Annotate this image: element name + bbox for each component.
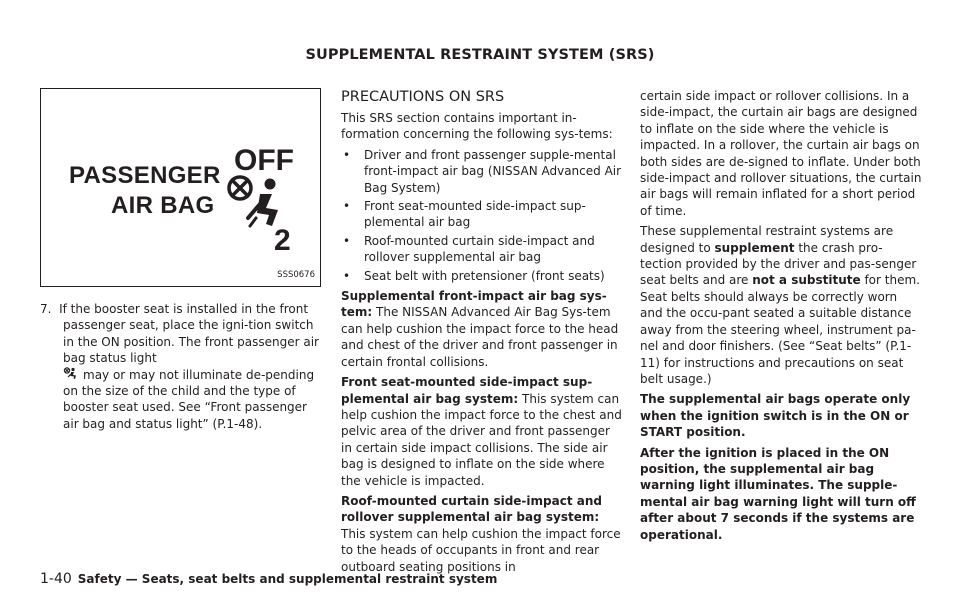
list-item bbox=[341, 233, 623, 266]
bullet-text: Seat belt with pretensioner (front seats) bbox=[364, 268, 605, 283]
supplement-text-a: These supplemental restraint systems are designed to bbox=[640, 224, 894, 255]
bullet-text: Roof-mounted curtain side-impact and rollover supplemental air bag bbox=[364, 233, 595, 265]
side-impact-heading: Front seat-mounted side-impact sup-plemental air bag system: bbox=[341, 375, 593, 406]
page-footer bbox=[40, 571, 497, 587]
bullet-dot: • bbox=[343, 147, 351, 162]
passenger-airbag-status-icon bbox=[63, 367, 79, 381]
figure-off-label: OFF bbox=[234, 144, 294, 177]
not-substitute-emphasis: not a substitute bbox=[752, 273, 861, 288]
front-impact-text: The NISSAN Advanced Air Bag Sys-tem can help cushion the impact force to the head and chest of the driver and front passenger in certain frontal collisions. bbox=[341, 305, 619, 369]
curtain-continued-paragraph: certain side impact or rollover collisions. In a side-impact, the curtain air bags are designed to inflate on the side where the vehicle is impacted. In a rollover, the curtain air bags on both sides are de-signed to inflate. Under both side-impact and rollover situations, the curtain air bags will remain inflated for a short period of time. bbox=[640, 89, 922, 218]
bullet-text: Front seat-mounted side-impact sup-plemental air bag bbox=[364, 199, 586, 230]
ignition-paragraph bbox=[640, 391, 922, 440]
bullet-dot: • bbox=[343, 233, 351, 248]
left-column bbox=[40, 301, 322, 432]
page-number: 1-40 bbox=[40, 571, 72, 587]
figure-airbag-label: AIR BAG bbox=[111, 192, 215, 219]
ignition-text: The supplemental air bags operate only when the ignition switch is in the ON or START position. bbox=[640, 392, 911, 440]
warning-light-text: After the ignition is placed in the ON position, the supplemental air bag warning light illuminates. The supple-mental air bag warning light will turn off after about 7 seconds if the systems are operational. bbox=[640, 445, 916, 542]
intro-paragraph: This SRS section contains important in-formation concerning the following sys-tems: bbox=[341, 111, 613, 142]
supplement-emphasis: supplement bbox=[714, 240, 795, 255]
curtain-heading: Roof-mounted curtain side-impact and rollover supplemental air bag system: bbox=[341, 493, 602, 525]
curtain-paragraph bbox=[341, 493, 623, 575]
passenger-airbag-off-figure bbox=[40, 88, 321, 287]
side-impact-paragraph bbox=[341, 374, 623, 489]
middle-column bbox=[341, 88, 623, 579]
list-item bbox=[341, 198, 623, 231]
passenger-airbag-off-icon bbox=[226, 174, 306, 274]
list-item bbox=[341, 268, 623, 284]
list-item-7 bbox=[40, 301, 322, 432]
section-header: SUPPLEMENTAL RESTRAINT SYSTEM (SRS) bbox=[305, 47, 655, 63]
supplement-text-c: for them. Seat belts should always be correctly worn and the occu-pant seated a suitable distance away from the steering wheel, instrument pa-nel and door finishers. (See “Seat belts” (P.1-11) for instructions and precautions on seat belt usage.) bbox=[640, 273, 920, 386]
chapter-title: Safety — Seats, seat belts and supplemental restraint system bbox=[77, 572, 498, 586]
figure-id: SSS0676 bbox=[277, 270, 315, 280]
item-7-text-b: may or may not illuminate de-pending on the size of the child and the type of booster seat used. See “Front passenger air bag and status light” (P.1-48). bbox=[63, 367, 315, 431]
bullet-dot: • bbox=[343, 199, 351, 214]
front-impact-heading: Supplemental front-impact air bag sys-tem: bbox=[341, 289, 607, 320]
figure-passenger-label: PASSENGER bbox=[69, 162, 221, 189]
list-item bbox=[341, 147, 623, 196]
curtain-text: This system can help cushion the impact force to the heads of occupants in front and rear outboard seating positions in bbox=[341, 526, 621, 574]
figure-seat-number: 2 bbox=[274, 224, 291, 257]
supplement-paragraph bbox=[640, 223, 922, 387]
front-impact-paragraph bbox=[341, 288, 623, 370]
warning-light-paragraph bbox=[640, 445, 922, 543]
section-title: PRECAUTIONS ON SRS bbox=[341, 89, 505, 105]
item-7-text-a: If the booster seat is installed in the front passenger seat, place the igni-tion switch in the ON position. The front passenger air bag status light bbox=[59, 302, 319, 366]
supplement-text-b: the crash pro-tection provided by the driver and pas-senger seat belts and are bbox=[640, 240, 917, 288]
bullet-text: Driver and front passenger supple-mental front-impact air bag (NISSAN Advanced Air Bag System) bbox=[364, 147, 622, 195]
right-column bbox=[640, 88, 922, 547]
item-number: 7. bbox=[40, 302, 52, 316]
bullet-dot: • bbox=[343, 268, 351, 283]
side-impact-text: This system can help cushion the impact force to the chest and pelvic area of the driver and front passenger in certain side impact collisions. The side air bag is designed to inflate on the side where the vehicle is impacted. bbox=[341, 391, 622, 488]
